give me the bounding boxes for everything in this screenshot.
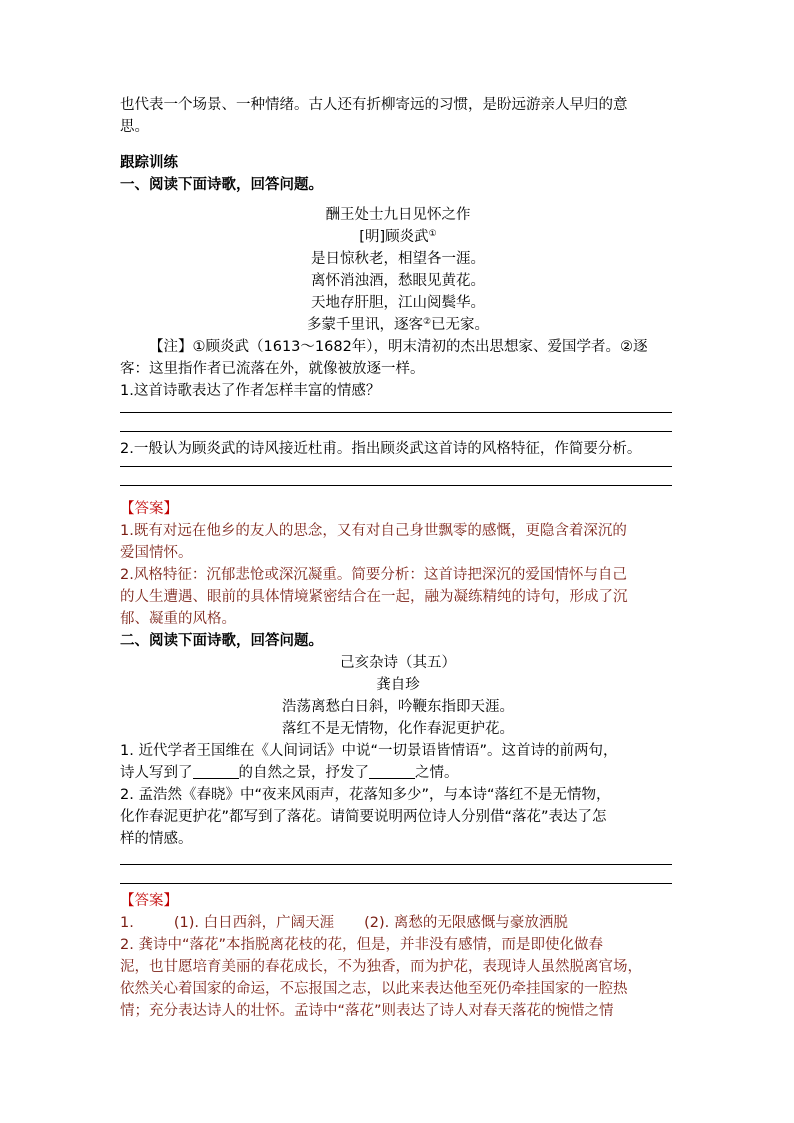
note-line-2: 客：这里指作者已流落在外，就像被放逐一样。	[120, 361, 425, 377]
part2-answer-1: 1. (1). 白日西斜，广阔天涯 (2). 离愁的无限感慨与豪放洒脱	[120, 915, 568, 931]
poem1-line-4: 多蒙千里讯，逐客②已无家。	[306, 317, 490, 333]
note-mark-1: ①	[428, 229, 437, 239]
answer-2-line-2: 的人生遭遇、眼前的具体情境紧密结合在一起，融为凝练精纯的诗句，形成了沉	[120, 589, 628, 605]
poem1-title: 酬王处士九日见怀之作	[325, 207, 471, 223]
part2-question-1-line-2: 诗人写到了 的自然之景，抒发了 之情。	[120, 765, 459, 781]
part1-heading: 一、阅读下面诗歌，回答问题。	[120, 177, 323, 193]
answer-2-line-1: 2.风格特征：沉郁悲怆或深沉凝重。简要分析：这首诗把深沉的爱国情怀与自己	[120, 567, 627, 583]
document-page	[120, 94, 676, 1022]
spacer	[120, 138, 676, 152]
part2-answer-2-line-3: 依然关心着国家的命运，不忘报国之志，以此来表达他至死仍牵挂国家的一腔热	[120, 981, 628, 997]
poem2-line-2: 落红不是无情物，化作春泥更护花。	[282, 721, 514, 737]
note-mark-2: ②	[422, 317, 432, 327]
intro-line-2: 思。	[120, 119, 149, 135]
question-1: 1.这首诗歌表达了作者怎样丰富的情感？	[120, 383, 381, 399]
intro-line-1: 也代表一个场景、一种情绪。古人还有折柳寄远的习惯，是盼远游亲人早归的意	[120, 97, 628, 113]
part2-answer-2-line-2: 泥，也甘愿培育美丽的春花成长，不为独香，而为护花，表现诗人虽然脱离官场，	[120, 959, 642, 975]
part2-answer-2-line-4: 情；充分表达诗人的壮怀。孟诗中“落花”则表达了诗人对春天落花的惋惜之情	[120, 1003, 614, 1019]
part2-question-1-line-1: 1. 近代学者王国维在《人间词话》中说“一切景语皆情语”。这首诗的前两句，	[120, 743, 618, 759]
part2-question-2-line-3: 样的情感。	[120, 831, 193, 847]
answer-2-line-3: 郁、凝重的风格。	[120, 611, 236, 627]
poem2-author: 龚自珍	[376, 677, 420, 693]
part2-answer-2-line-1: 2. 龚诗中“落花”本指脱离花枝的花，但是，并非没有感情，而是即使化做春	[120, 937, 603, 953]
answer-1-line-2: 爱国情怀。	[120, 545, 193, 561]
fill-blank[interactable]	[193, 764, 239, 779]
fill-blank[interactable]	[369, 764, 415, 779]
part2-heading: 二、阅读下面诗歌，回答问题。	[120, 633, 323, 649]
poem1-line-2: 离怀消浊酒，愁眼见黄花。	[311, 273, 485, 289]
poem2-title: 己亥杂诗（其五）	[340, 655, 456, 671]
poem1-author: [明]顾炎武①	[359, 229, 437, 245]
part2-question-2-line-1: 2. 孟浩然《春晓》中“夜来风雨声，花落知多少”，与本诗“落红不是无情物，	[120, 787, 611, 803]
poem2-line-1: 浩荡离愁白日斜，吟鞭东指即天涯。	[282, 699, 514, 715]
answer-label-1: 【答案】	[120, 501, 178, 517]
poem1-line-3: 天地存肝胆，江山阅鬓华。	[311, 295, 485, 311]
section-title: 跟踪训练	[120, 155, 178, 171]
poem1-line-1: 是日惊秋老，相望各一涯。	[311, 251, 485, 267]
note-line-1: 【注】①顾炎武（1613～1682年），明末清初的杰出思想家、爱国学者。②逐	[149, 339, 648, 355]
answer-label-2: 【答案】	[120, 893, 178, 909]
part2-question-2-line-2: 化作春泥更护花”都写到了落花。请简要说明两位诗人分别借“落花”表达了怎	[120, 809, 607, 825]
answer-1-line-1: 1.既有对远在他乡的友人的思念，又有对自己身世飘零的感慨，更隐含着深沉的	[120, 523, 627, 539]
question-2: 2.一般认为顾炎武的诗风接近杜甫。指出顾炎武这首诗的风格特征，作简要分析。	[120, 441, 642, 457]
